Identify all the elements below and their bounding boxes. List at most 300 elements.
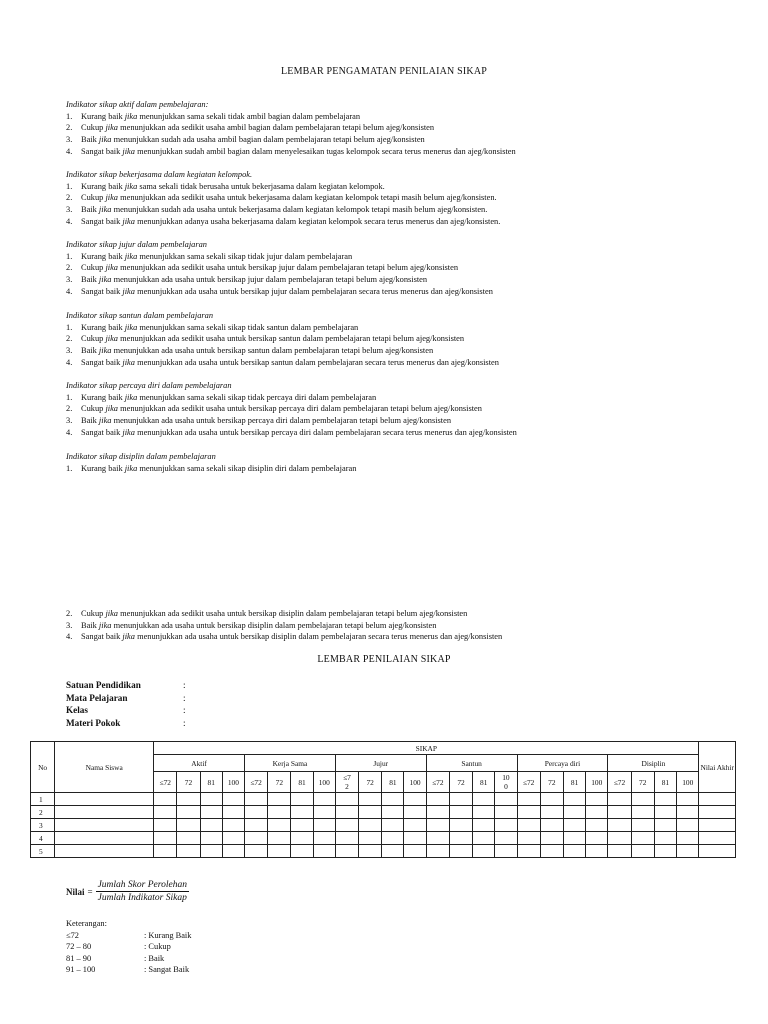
score-cell[interactable] <box>359 793 382 806</box>
score-cell[interactable] <box>359 845 382 858</box>
legend-keterangan <box>66 918 191 976</box>
score-cell[interactable] <box>563 793 585 806</box>
item-level: Baik <box>81 205 99 215</box>
assessment-table <box>30 741 736 858</box>
legend-range: ≤72 <box>66 930 79 940</box>
score-col-header: ≤72 <box>154 772 177 793</box>
score-cell[interactable] <box>473 793 495 806</box>
score-formula <box>66 880 189 903</box>
item-description: sama sekali tidak berusaha untuk bekerjasama dalam kegiatan kelompok. <box>137 181 385 191</box>
item-level: Baik <box>81 135 99 145</box>
item-jika: jika <box>98 346 112 356</box>
meta-row <box>66 692 186 705</box>
item-level: Sangat baik <box>81 427 123 437</box>
legend-row <box>66 941 191 953</box>
student-name-cell[interactable] <box>55 832 154 845</box>
item-number: 4. <box>66 146 73 156</box>
indicator-section-percaya-diri <box>66 380 746 439</box>
item-level: Kurang baik <box>81 463 125 473</box>
item-description: menunjukkan ada usaha untuk bersikap percaya diri dalam pembelajaran secara terus menerus dan ajeg/konsisten <box>134 427 517 437</box>
row-number: 1 <box>31 793 55 806</box>
score-cell[interactable] <box>268 832 291 845</box>
indicator-item <box>66 345 746 357</box>
item-description: menunjukkan sama sekali tidak ambil bagian dalam pembelajaran <box>137 111 361 121</box>
score-col-header: 72 <box>540 772 563 793</box>
score-cell[interactable] <box>449 832 472 845</box>
meta-label: Kelas <box>66 705 88 716</box>
score-cell[interactable] <box>335 845 358 858</box>
score-cell[interactable] <box>473 845 495 858</box>
score-cell[interactable] <box>563 806 585 819</box>
item-description: menunjukkan sudah ada usaha untuk bekerjasama dalam kegiatan kelompok tetapi masih belum ajeg/konsisten. <box>111 205 488 215</box>
score-cell[interactable] <box>245 806 268 819</box>
item-jika: jika <box>105 193 118 203</box>
score-cell[interactable] <box>654 793 676 806</box>
score-cell[interactable] <box>473 832 495 845</box>
score-cell[interactable] <box>154 845 177 858</box>
score-cell[interactable] <box>335 806 358 819</box>
legend-title: Keterangan: <box>66 919 107 928</box>
score-col-header: 100 <box>313 772 335 793</box>
indicator-item <box>66 357 746 369</box>
score-cell[interactable] <box>608 806 631 819</box>
table-row <box>31 793 736 806</box>
item-number: 1. <box>66 463 73 473</box>
score-cell[interactable] <box>222 832 244 845</box>
score-cell[interactable] <box>291 832 313 845</box>
score-cell[interactable] <box>382 806 404 819</box>
item-jika: jika <box>124 111 138 121</box>
item-number: 3. <box>66 346 73 356</box>
item-jika: jika <box>122 286 135 296</box>
score-cell[interactable] <box>677 819 699 832</box>
item-level: Kurang baik <box>81 392 125 402</box>
item-description: menunjukkan ada usaha untuk bersikap santun dalam pembelajaran tetapi belum ajeg/konsisten <box>111 346 434 356</box>
indicator-item <box>66 251 746 263</box>
col-header-final: Nilai Akhir <box>699 742 736 793</box>
item-jika: jika <box>122 357 135 367</box>
score-cell[interactable] <box>677 845 699 858</box>
indicator-section-disiplin <box>66 451 746 474</box>
score-cell[interactable] <box>586 819 608 832</box>
score-cell[interactable] <box>177 793 200 806</box>
item-jika: jika <box>122 427 135 437</box>
row-number: 5 <box>31 845 55 858</box>
score-cell[interactable] <box>517 793 540 806</box>
score-cell[interactable] <box>426 819 449 832</box>
score-cell[interactable] <box>177 806 200 819</box>
score-col-header: 72 <box>631 772 654 793</box>
indicator-item <box>66 631 746 643</box>
legend-desc: : Cukup <box>144 942 171 952</box>
indicator-item <box>66 192 746 204</box>
indicator-heading: Indikator sikap jujur dalam pembelajaran <box>66 240 207 249</box>
score-cell[interactable] <box>563 819 585 832</box>
score-col-header: ≤72 <box>517 772 540 793</box>
indicator-item <box>66 146 746 158</box>
score-cell[interactable] <box>495 832 517 845</box>
meta-colon: : <box>183 692 186 703</box>
item-level: Sangat baik <box>81 146 123 156</box>
score-cell[interactable] <box>654 806 676 819</box>
indicator-item <box>66 427 746 439</box>
form-meta <box>66 679 186 729</box>
item-number: 3. <box>66 205 73 215</box>
score-cell[interactable] <box>222 819 244 832</box>
aspect-header: Jujur <box>335 755 426 772</box>
score-col-header: 100 <box>404 772 426 793</box>
table-row <box>31 806 736 819</box>
item-description: menunjukkan sudah ambil bagian dalam menyelesaikan tugas kelompok secara terus menerus dan ajeg/konsisten <box>134 146 516 156</box>
score-cell[interactable] <box>245 832 268 845</box>
score-cell[interactable] <box>177 845 200 858</box>
score-cell[interactable] <box>154 806 177 819</box>
item-description: menunjukkan ada usaha untuk bersikap disiplin dalam pembelajaran tetapi belum ajeg/konsisten <box>111 620 437 630</box>
final-score-cell[interactable] <box>699 819 736 832</box>
item-number: 3. <box>66 416 73 426</box>
col-header-name: Nama Siswa <box>55 742 154 793</box>
item-description: menunjukkan sama sekali sikap tidak jujur dalam pembelajaran <box>137 251 353 261</box>
item-description: menunjukkan ada sedikit usaha ambil bagian dalam pembelajaran tetapi belum ajeg/konsisten <box>118 123 435 133</box>
score-cell[interactable] <box>335 793 358 806</box>
score-cell[interactable] <box>449 819 472 832</box>
score-cell[interactable] <box>563 832 585 845</box>
meta-colon: : <box>183 680 186 690</box>
score-cell[interactable] <box>222 845 244 858</box>
item-jika: jika <box>98 416 112 426</box>
score-cell[interactable] <box>404 832 426 845</box>
score-cell[interactable] <box>200 806 222 819</box>
item-number: 2. <box>66 334 73 344</box>
final-score-cell[interactable] <box>699 793 736 806</box>
indicator-heading: Indikator sikap santun dalam pembelajaran <box>66 311 214 320</box>
score-col-header: ≤72 <box>245 772 268 793</box>
legend-desc: : Baik <box>144 953 165 963</box>
student-name-cell[interactable] <box>55 806 154 819</box>
item-number: 4. <box>66 357 73 367</box>
student-name-cell[interactable] <box>55 793 154 806</box>
score-cell[interactable] <box>268 793 291 806</box>
score-col-header: 81 <box>291 772 313 793</box>
item-description: menunjukkan sudah ada usaha ambil bagian dalam pembelajaran tetapi belum ajeg/konsisten <box>111 135 425 145</box>
item-level: Baik <box>81 416 99 426</box>
indicator-item <box>66 322 746 334</box>
final-score-cell[interactable] <box>699 832 736 845</box>
score-cell[interactable] <box>313 793 335 806</box>
meta-label: Satuan Pendidikan <box>66 680 141 690</box>
score-cell[interactable] <box>495 806 517 819</box>
score-cell[interactable] <box>335 832 358 845</box>
score-cell[interactable] <box>517 806 540 819</box>
score-col-header: 72 <box>359 772 382 793</box>
score-cell[interactable] <box>517 845 540 858</box>
row-number: 2 <box>31 806 55 819</box>
item-level: Baik <box>81 275 99 285</box>
item-level: Baik <box>81 620 99 630</box>
item-description: menunjukkan ada sedikit usaha untuk bersikap percaya diri dalam pembelajaran tetapi belum ajeg/konsisten <box>118 404 482 414</box>
item-level: Sangat baik <box>81 632 123 642</box>
score-cell[interactable] <box>426 845 449 858</box>
final-score-cell[interactable] <box>699 806 736 819</box>
score-col-header: 100 <box>222 772 244 793</box>
item-jika: jika <box>105 123 118 133</box>
score-cell[interactable] <box>359 819 382 832</box>
score-cell[interactable] <box>200 845 222 858</box>
indicator-item <box>66 111 746 123</box>
score-cell[interactable] <box>382 819 404 832</box>
meta-colon: : <box>183 717 186 728</box>
score-cell[interactable] <box>631 832 654 845</box>
score-cell[interactable] <box>154 819 177 832</box>
item-description: menunjukkan ada sedikit usaha untuk bekerjasama dalam kegiatan kelompok tetapi masih belum ajeg/konsisten. <box>118 193 497 203</box>
score-cell[interactable] <box>473 806 495 819</box>
item-number: 1. <box>66 322 73 332</box>
indicator-item <box>66 122 746 134</box>
meta-label: Mata Pelajaran <box>66 692 128 703</box>
item-description: menunjukkan ada usaha untuk bersikap jujur dalam pembelajaran tetapi belum ajeg/konsisten <box>111 275 428 285</box>
score-cell[interactable] <box>154 793 177 806</box>
score-cell[interactable] <box>677 806 699 819</box>
indicator-item <box>66 204 746 216</box>
score-cell[interactable] <box>313 832 335 845</box>
score-cell[interactable] <box>222 806 244 819</box>
score-cell[interactable] <box>404 806 426 819</box>
score-cell[interactable] <box>291 793 313 806</box>
item-jika: jika <box>105 334 118 344</box>
score-cell[interactable] <box>382 832 404 845</box>
score-cell[interactable] <box>608 819 631 832</box>
item-level: Sangat baik <box>81 286 123 296</box>
score-col-header: 81 <box>473 772 495 793</box>
score-cell[interactable] <box>517 832 540 845</box>
item-level: Cukup <box>81 334 106 344</box>
score-cell[interactable] <box>449 806 472 819</box>
item-number: 3. <box>66 275 73 285</box>
indicator-item <box>66 262 746 274</box>
item-jika: jika <box>105 404 118 414</box>
legend-row <box>66 953 191 965</box>
item-level: Baik <box>81 346 99 356</box>
score-cell[interactable] <box>631 806 654 819</box>
indicator-item <box>66 286 746 298</box>
score-cell[interactable] <box>517 819 540 832</box>
item-jika: jika <box>124 463 138 473</box>
score-cell[interactable] <box>404 793 426 806</box>
item-description: menunjukkan ada sedikit usaha untuk bersikap jujur dalam pembelajaran tetapi belum ajeg/konsisten <box>118 263 459 273</box>
score-cell[interactable] <box>313 845 335 858</box>
score-cell[interactable] <box>404 845 426 858</box>
score-col-header: 81 <box>654 772 676 793</box>
indicator-item <box>66 403 746 415</box>
item-jika: jika <box>98 205 112 215</box>
item-number: 2. <box>66 193 73 203</box>
score-cell[interactable] <box>426 806 449 819</box>
score-cell[interactable] <box>404 819 426 832</box>
item-level: Sangat baik <box>81 357 123 367</box>
score-cell[interactable] <box>245 819 268 832</box>
score-cell[interactable] <box>586 793 608 806</box>
score-cell[interactable] <box>177 819 200 832</box>
score-cell[interactable] <box>449 793 472 806</box>
score-cell[interactable] <box>495 845 517 858</box>
score-cell[interactable] <box>540 819 563 832</box>
score-cell[interactable] <box>631 793 654 806</box>
score-cell[interactable] <box>200 832 222 845</box>
score-cell[interactable] <box>268 845 291 858</box>
score-cell[interactable] <box>200 819 222 832</box>
aspect-header: Kerja Sama <box>245 755 336 772</box>
score-cell[interactable] <box>586 832 608 845</box>
col-header-no: No <box>31 742 55 793</box>
item-jika: jika <box>124 392 138 402</box>
score-col-header: 81 <box>563 772 585 793</box>
item-number: 2. <box>66 263 73 273</box>
legend-row <box>66 930 191 942</box>
meta-row <box>66 704 186 717</box>
score-cell[interactable] <box>359 832 382 845</box>
score-cell[interactable] <box>654 832 676 845</box>
score-cell[interactable] <box>677 832 699 845</box>
legend-desc: : Kurang Baik <box>144 930 192 940</box>
score-cell[interactable] <box>654 819 676 832</box>
indicator-section-kerjasama <box>66 169 746 228</box>
item-description: menunjukkan adanya usaha bekerjasama dalam kegiatan kelompok secara terus menerus dan ajeg/konsisten. <box>134 216 501 226</box>
item-jika: jika <box>105 609 118 618</box>
score-cell[interactable] <box>495 793 517 806</box>
item-level: Kurang baik <box>81 111 125 121</box>
formula-equals: = <box>87 886 93 897</box>
aspect-header: Percaya diri <box>517 755 608 772</box>
item-number: 3. <box>66 135 73 145</box>
legend-range: 91 – 100 <box>66 965 96 975</box>
score-cell[interactable] <box>608 793 631 806</box>
score-cell[interactable] <box>473 819 495 832</box>
score-cell[interactable] <box>540 832 563 845</box>
item-level: Kurang baik <box>81 251 125 261</box>
item-jika: jika <box>98 275 112 285</box>
item-description: menunjukkan ada usaha untuk bersikap santun dalam pembelajaran secara terus menerus dan ajeg/konsisten <box>134 357 499 367</box>
score-cell[interactable] <box>291 819 313 832</box>
indicator-heading: Indikator sikap aktif dalam pembelajaran: <box>66 100 209 109</box>
item-level: Sangat baik <box>81 216 123 226</box>
score-cell[interactable] <box>291 806 313 819</box>
score-cell[interactable] <box>268 806 291 819</box>
score-cell[interactable] <box>154 832 177 845</box>
item-number: 2. <box>66 609 73 618</box>
score-cell[interactable] <box>245 793 268 806</box>
legend-range: 72 – 80 <box>66 942 92 952</box>
indicator-item <box>66 333 746 345</box>
score-cell[interactable] <box>426 832 449 845</box>
score-cell[interactable] <box>586 845 608 858</box>
row-number: 3 <box>31 819 55 832</box>
score-cell[interactable] <box>563 845 585 858</box>
score-cell[interactable] <box>631 819 654 832</box>
score-cell[interactable] <box>540 793 563 806</box>
item-jika: jika <box>122 146 135 156</box>
score-col-header: 81 <box>200 772 222 793</box>
indicator-item <box>66 392 746 404</box>
item-level: Cukup <box>81 263 106 273</box>
score-cell[interactable] <box>540 845 563 858</box>
final-score-cell[interactable] <box>699 845 736 858</box>
score-cell[interactable] <box>200 793 222 806</box>
score-cell[interactable] <box>631 845 654 858</box>
item-level: Cukup <box>81 193 106 203</box>
score-cell[interactable] <box>586 806 608 819</box>
score-cell[interactable] <box>313 806 335 819</box>
score-cell[interactable] <box>245 845 268 858</box>
score-cell[interactable] <box>540 806 563 819</box>
item-number: 1. <box>66 181 73 191</box>
legend-row <box>66 964 191 976</box>
score-col-header: 72 <box>449 772 472 793</box>
score-cell[interactable] <box>382 793 404 806</box>
score-cell[interactable] <box>177 832 200 845</box>
indicator-section-santun <box>66 310 746 369</box>
score-col-header: ≤7 2 <box>335 772 358 793</box>
legend-desc: : Sangat Baik <box>144 965 190 975</box>
item-jika: jika <box>105 263 118 273</box>
item-description: menunjukkan ada sedikit usaha untuk bersikap santun dalam pembelajaran tetapi belum ajeg/konsisten <box>118 334 465 344</box>
score-cell[interactable] <box>382 845 404 858</box>
indicator-item <box>66 415 746 427</box>
page-title: LEMBAR PENGAMATAN PENILAIAN SIKAP <box>280 66 488 77</box>
indicator-heading: Indikator sikap bekerjasama dalam kegiatan kelompok. <box>66 170 253 179</box>
item-number: 4. <box>66 216 73 226</box>
score-col-header: ≤72 <box>426 772 449 793</box>
score-cell[interactable] <box>313 819 335 832</box>
item-level: Kurang baik <box>81 322 125 332</box>
score-cell[interactable] <box>677 793 699 806</box>
item-number: 1. <box>66 392 73 402</box>
meta-label: Materi Pokok <box>66 717 121 728</box>
legend-range: 81 – 90 <box>66 953 92 963</box>
row-number: 4 <box>31 832 55 845</box>
item-number: 4. <box>66 427 73 437</box>
score-col-header: 72 <box>268 772 291 793</box>
aspect-header: Santun <box>426 755 517 772</box>
item-number: 1. <box>66 111 73 121</box>
item-jika: jika <box>122 216 135 226</box>
indicator-heading: Indikator sikap disiplin dalam pembelajaran <box>66 452 216 461</box>
item-description: menunjukkan sama sekali sikap tidak percaya diri dalam pembelajaran <box>137 392 377 402</box>
score-cell[interactable] <box>222 793 244 806</box>
score-cell[interactable] <box>608 832 631 845</box>
score-col-header: 100 <box>677 772 699 793</box>
indicator-section-jujur <box>66 239 746 298</box>
item-level: Cukup <box>81 404 106 414</box>
score-cell[interactable] <box>654 845 676 858</box>
indicator-item <box>66 608 746 620</box>
item-number: 4. <box>66 286 73 296</box>
score-cell[interactable] <box>495 819 517 832</box>
student-name-cell[interactable] <box>55 819 154 832</box>
score-cell[interactable] <box>268 819 291 832</box>
form-title: LEMBAR PENILAIAN SIKAP <box>317 654 451 665</box>
item-description: menunjukkan sama sekali sikap tidak santun dalam pembelajaran <box>137 322 359 332</box>
score-cell[interactable] <box>426 793 449 806</box>
score-cell[interactable] <box>359 806 382 819</box>
score-cell[interactable] <box>449 845 472 858</box>
item-level: Cukup <box>81 123 106 133</box>
score-cell[interactable] <box>335 819 358 832</box>
meta-row <box>66 717 186 730</box>
score-cell[interactable] <box>291 845 313 858</box>
score-cell[interactable] <box>608 845 631 858</box>
indicator-item <box>66 181 746 193</box>
student-name-cell[interactable] <box>55 845 154 858</box>
